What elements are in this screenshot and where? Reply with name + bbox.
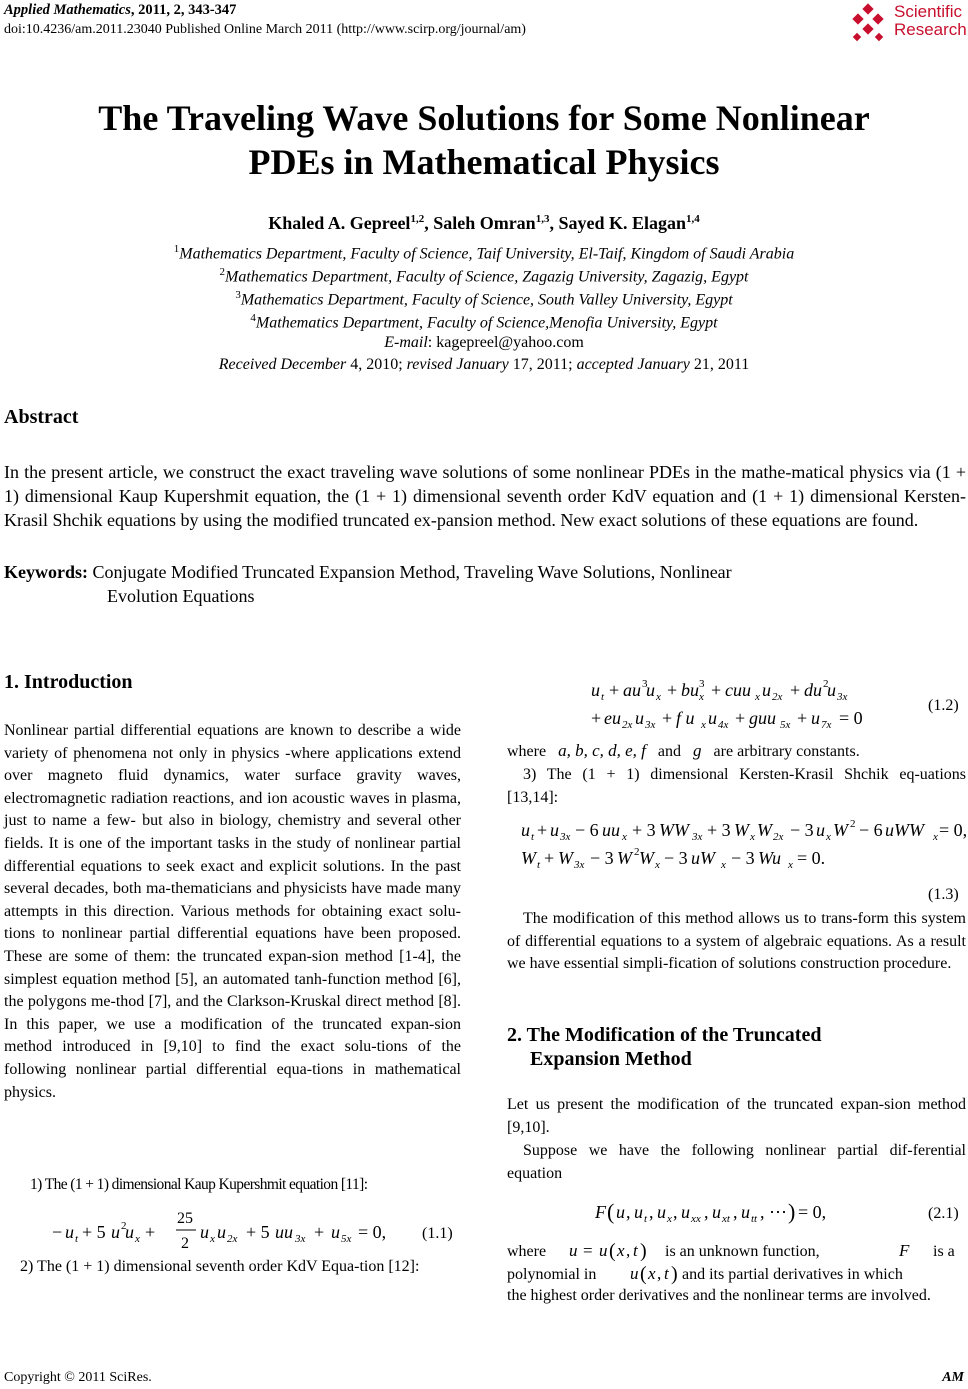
svg-text:u: u (125, 1222, 134, 1242)
equation-2-1 (507, 1196, 966, 1230)
svg-text:polynomial in: polynomial in (507, 1266, 597, 1283)
svg-text:u: u (827, 680, 836, 700)
svg-text:,: , (626, 1202, 631, 1222)
svg-text:u: u (741, 1202, 750, 1222)
svg-text:W: W (833, 820, 848, 840)
modification-paragraph: The modification of this method allows us to trans-form this system of differential equations to a system of algebraic equations. As a result we have essential simpli-fication of solutions construction procedure. (507, 910, 966, 973)
svg-text:x: x (755, 691, 760, 703)
svg-text:x: x (750, 831, 755, 843)
svg-text:u: u (762, 680, 771, 700)
svg-text:⋯: ⋯ (769, 1202, 787, 1222)
svg-text:u: u (816, 820, 825, 840)
svg-text:W: W (617, 848, 632, 868)
author-list: Khaled A. Gepreel$^{1,2}$, Saleh Omran$^{1,3}$, Sayed K. Elagan$^{1,4}$ (268, 213, 700, 233)
svg-text:+: + (797, 708, 808, 728)
svg-text:u: u (217, 1222, 226, 1242)
svg-text:t: t (633, 1241, 638, 1260)
svg-text:+ 3: + 3 (707, 820, 731, 840)
svg-text:u: u (599, 1241, 608, 1260)
svg-text:u: u (646, 680, 655, 700)
where-constants: where a, b, c, d, e, f and g are arbitrary constants. (507, 741, 860, 760)
svg-text:x: x (699, 691, 704, 703)
journal-abbrev-footer: AM (942, 1370, 964, 1385)
svg-text:+: + (145, 1222, 156, 1242)
svg-text:2x: 2x (227, 1233, 238, 1245)
svg-text:u: u (569, 1241, 578, 1260)
svg-text:bu: bu (681, 680, 699, 700)
journal-citation (4, 2, 236, 19)
svg-text:2: 2 (121, 1220, 127, 1232)
keywords: Keywords: Conjugate Modified Truncated Expansion Method, Traveling Wave Solutions, Nonlinear Evolution Equations (4, 562, 732, 606)
item-2-text: 2) The (1 + 1) dimensional seventh order KdV Equa-tion [12]: (20, 1258, 420, 1275)
equation-1-1 (4, 1203, 461, 1251)
affiliation-4: $^4$Mathematics Department, Faculty of Science,Menofia University, Egypt (250, 312, 718, 332)
svg-text:+ 5: + 5 (246, 1222, 270, 1242)
section-1-heading: 1. Introduction (4, 671, 133, 693)
svg-text:2: 2 (181, 1235, 189, 1251)
svg-text:x: x (656, 691, 661, 703)
doi-line: doi:10.4236/am.2011.23040 Published Online March 2011 (http://www.scirp.org/journal/am) (4, 22, 526, 37)
svg-text:+: + (735, 708, 746, 728)
svg-text:− 3: − 3 (731, 848, 755, 868)
received-dates: Received December 4, 2010; revised January 17, 2011; accepted January 21, 2011 (218, 356, 750, 373)
svg-text:t: t (644, 1213, 648, 1225)
svg-text:7x: 7x (821, 719, 832, 731)
svg-text:t: t (531, 831, 535, 843)
item-3-text: 3) The (1 + 1) dimensional Kersten-Krasil Shchik eq-uations [13,14]: (507, 766, 966, 806)
svg-text:3x: 3x (295, 1233, 306, 1245)
svg-text:25: 25 (177, 1210, 193, 1227)
equation-1-3-render (507, 812, 966, 874)
svg-text:xx: xx (691, 1213, 701, 1225)
svg-text:tt: tt (751, 1213, 758, 1225)
svg-text:+: + (537, 820, 548, 840)
svg-text:x: x (701, 719, 706, 731)
intro-paragraph: Nonlinear partial differential equations are known to describe a wide variety of phenomena not only in physics -where applications extend over magneto fluid dynamics, water surface gravity waves, electromagnetic radiation reactions, and ion acoustic waves in plasma, just to name a few- but also in biology, chemistry and several other fields. It is one of the important tasks in the study of nonlinear partial differential equations to seek exact and explicit solutions. In the past several decades, both ma-thematicians and physicists have made many attempts in this direction. Various methods for obtaining exact solu-tions to nonlinear partial differential equations have been proposed. These are some of them: the truncated expan-sion method [1-4], the simplest equation method [5], an automated tanh-function method [6], the polygons me-thod [7], and the Clarkson-Kruskal direct method [8]. In this paper, we use a modification of the truncated expan-sion method introduced in [9,10] to find the exact solu-tions of the following nonlinear partial differential equa-tions in mathematical physics. (4, 722, 461, 1101)
svg-text:F: F (899, 1241, 910, 1260)
svg-text:guu: guu (749, 708, 776, 728)
svg-text:= 0: = 0 (839, 708, 863, 728)
svg-text:5x: 5x (780, 719, 791, 731)
copyright-footer: Copyright © 2011 SciRes. (4, 1370, 152, 1385)
svg-text:is an unknown function,: is an unknown function, (665, 1243, 820, 1260)
svg-text:u: u (712, 1202, 721, 1222)
svg-text:u: u (708, 708, 717, 728)
equation-1-3-number: (1.3) (928, 886, 959, 903)
svg-text:+: + (609, 680, 620, 700)
svg-text:+ 5: + 5 (82, 1222, 106, 1242)
svg-text:−: − (52, 1222, 63, 1242)
svg-text:u: u (331, 1222, 340, 1242)
svg-text:is a: is a (933, 1243, 955, 1260)
svg-text:,: , (673, 1202, 678, 1222)
svg-text:x: x (622, 831, 627, 843)
svg-text:and its partial derivatives in: and its partial derivatives in which (682, 1266, 903, 1283)
svg-text:= 0,: = 0, (358, 1222, 387, 1242)
svg-text:W: W (734, 820, 749, 840)
svg-text:,: , (626, 1241, 631, 1260)
svg-text:+: + (591, 708, 602, 728)
svg-text:): ) (640, 1240, 647, 1262)
journal-volume: , 2011, 2, 343-347 (130, 2, 237, 18)
svg-text:): ) (671, 1263, 678, 1285)
svg-text:3: 3 (642, 678, 648, 690)
svg-text:W: W (558, 848, 573, 868)
svg-text:W: W (757, 820, 772, 840)
svg-text:(: ( (640, 1263, 647, 1285)
svg-text:− 6: − 6 (575, 820, 599, 840)
svg-text:x: x (648, 1264, 656, 1283)
svg-text:where: where (507, 1243, 547, 1260)
svg-text:2x: 2x (772, 691, 783, 703)
svg-text:W: W (521, 848, 536, 868)
svg-text:+: + (314, 1222, 325, 1242)
svg-text:eu: eu (604, 708, 621, 728)
svg-text:u: u (634, 1202, 643, 1222)
svg-text:x: x (135, 1233, 140, 1245)
svg-text:− 3: − 3 (590, 848, 614, 868)
section-2-para-2: Suppose we have the following nonlinear partial dif-ferential equation (507, 1142, 966, 1182)
svg-text:u: u (630, 1264, 639, 1283)
equation-1-3 (507, 812, 966, 874)
svg-text:(: ( (607, 1199, 615, 1224)
svg-text:u: u (811, 708, 820, 728)
svg-text:u: u (681, 1202, 690, 1222)
svg-text:x: x (788, 859, 793, 871)
svg-text:t: t (537, 859, 541, 871)
svg-text:+ 3: + 3 (632, 820, 656, 840)
svg-text:F: F (595, 1202, 606, 1222)
svg-text:− 3: − 3 (790, 820, 814, 840)
svg-text:t: t (664, 1264, 669, 1283)
svg-text:uu: uu (275, 1222, 293, 1242)
svg-text:(: ( (609, 1240, 616, 1262)
equation-2-1-render (507, 1196, 966, 1230)
svg-text:x: x (617, 1241, 625, 1260)
equation-1-2-render (507, 672, 966, 734)
svg-text:,: , (760, 1202, 765, 1222)
svg-text:(1.1): (1.1) (422, 1225, 453, 1242)
affiliation-3: $^3$Mathematics Department, Faculty of Science, South Valley University, Egypt (235, 289, 733, 309)
journal-name: Applied Mathematics (4, 2, 131, 18)
svg-text:x: x (655, 859, 660, 871)
where-continuation: the highest order derivatives and the nonlinear terms are involved. (507, 1287, 931, 1304)
svg-text:,: , (733, 1202, 738, 1222)
logo-icon (848, 3, 892, 43)
logo-text: Scientific Research (894, 2, 967, 39)
svg-text:du: du (804, 680, 822, 700)
svg-text:u: u (635, 708, 644, 728)
svg-text:3: 3 (699, 678, 705, 690)
svg-text:cuu: cuu (725, 680, 751, 700)
paper-title: The Traveling Wave Solutions for Some Nonlinear PDEs in Mathematical Physics (98, 98, 870, 182)
svg-text:uu: uu (602, 820, 620, 840)
svg-text:u: u (111, 1222, 120, 1242)
svg-text:u: u (657, 1202, 666, 1222)
email-line: E-mail: kagepreel@yahoo.com (384, 334, 584, 351)
svg-text:− 3: − 3 (664, 848, 688, 868)
where-unknown-function-render (507, 1236, 966, 1286)
section-2-para-1: Let us present the modification of the truncated expan-sion method [9,10]. (507, 1096, 966, 1136)
equation-1-2 (507, 672, 966, 734)
svg-text:2: 2 (823, 678, 829, 690)
svg-text:3x: 3x (574, 859, 585, 871)
svg-text:x: x (933, 831, 938, 843)
affiliation-1: $^1$Mathematics Department, Faculty of Science, Taif University, El-Taif, Kingdom of Saudi Arabia (173, 243, 795, 263)
svg-text:u: u (200, 1222, 209, 1242)
svg-text:(1.2): (1.2) (928, 697, 959, 714)
abstract-body: In the present article, we construct the exact traveling wave solutions of some nonlinear PDEs in the mathe-matical physics via (1 + 1) dimensional Kaup Kupershmit equation, the (1 + 1) dimensional seventh order KdV equation and (1 + 1) dimensional Kersten-Krasil Shchik equations by using the modified truncated ex-pansion method. New exact solutions of these equations are found. (4, 462, 966, 530)
svg-text:+: + (662, 708, 673, 728)
svg-text:,: , (657, 1264, 662, 1283)
svg-text:2: 2 (850, 818, 856, 830)
svg-text:3x: 3x (692, 831, 703, 843)
svg-text:3x: 3x (645, 719, 656, 731)
svg-text:x: x (721, 859, 726, 871)
svg-text:): ) (788, 1199, 796, 1224)
svg-text:xt: xt (722, 1213, 730, 1225)
svg-text:uWW: uWW (885, 820, 924, 840)
svg-text:u: u (65, 1222, 74, 1242)
equation-1-1-render (4, 1203, 461, 1251)
svg-text:t: t (601, 691, 605, 703)
affiliation-2: $^2$Mathematics Department, Faculty of Science, Zagazig University, Zagazig, Egypt (219, 266, 749, 286)
svg-text:x: x (210, 1233, 215, 1245)
svg-text:4x: 4x (718, 719, 729, 731)
svg-text:= 0.: = 0. (797, 848, 826, 868)
svg-text:(2.1): (2.1) (928, 1205, 959, 1222)
abstract-heading: Abstract (4, 406, 79, 428)
svg-text:t: t (75, 1233, 79, 1245)
svg-text:x: x (826, 831, 831, 843)
section-2-heading: 2. The Modification of the Truncated Expansion Method (507, 1024, 822, 1070)
svg-text:,: , (704, 1202, 709, 1222)
svg-text:+: + (544, 848, 555, 868)
svg-text:au: au (623, 680, 641, 700)
svg-text:3x: 3x (560, 831, 571, 843)
svg-text:+: + (790, 680, 801, 700)
svg-text:2x: 2x (773, 831, 784, 843)
svg-text:2x: 2x (622, 719, 633, 731)
svg-text:u: u (616, 1202, 625, 1222)
svg-text:+: + (711, 680, 722, 700)
publisher-logo (848, 3, 966, 43)
svg-text:x: x (667, 1213, 672, 1225)
where-unknown-function (507, 1236, 966, 1286)
svg-text:Wu: Wu (758, 848, 782, 868)
svg-text:5x: 5x (341, 1233, 352, 1245)
svg-text:= 0,: = 0, (798, 1202, 827, 1222)
svg-text:u: u (550, 820, 559, 840)
svg-text:2: 2 (634, 846, 640, 858)
svg-text:f u: f u (676, 708, 695, 728)
svg-text:=: = (583, 1241, 593, 1260)
svg-text:W: W (639, 848, 654, 868)
svg-text:WW: WW (659, 820, 689, 840)
svg-text:u: u (591, 680, 600, 700)
svg-text:uW: uW (691, 848, 715, 868)
svg-text:+: + (667, 680, 678, 700)
svg-text:= 0,: = 0, (939, 820, 966, 840)
svg-text:u: u (521, 820, 530, 840)
item-1-text: 1) The (1 + 1) dimensional Kaup Kupershmit equation [11]: (30, 1176, 368, 1193)
svg-text:,: , (649, 1202, 654, 1222)
svg-text:− 6: − 6 (859, 820, 883, 840)
svg-text:3x: 3x (837, 691, 848, 703)
